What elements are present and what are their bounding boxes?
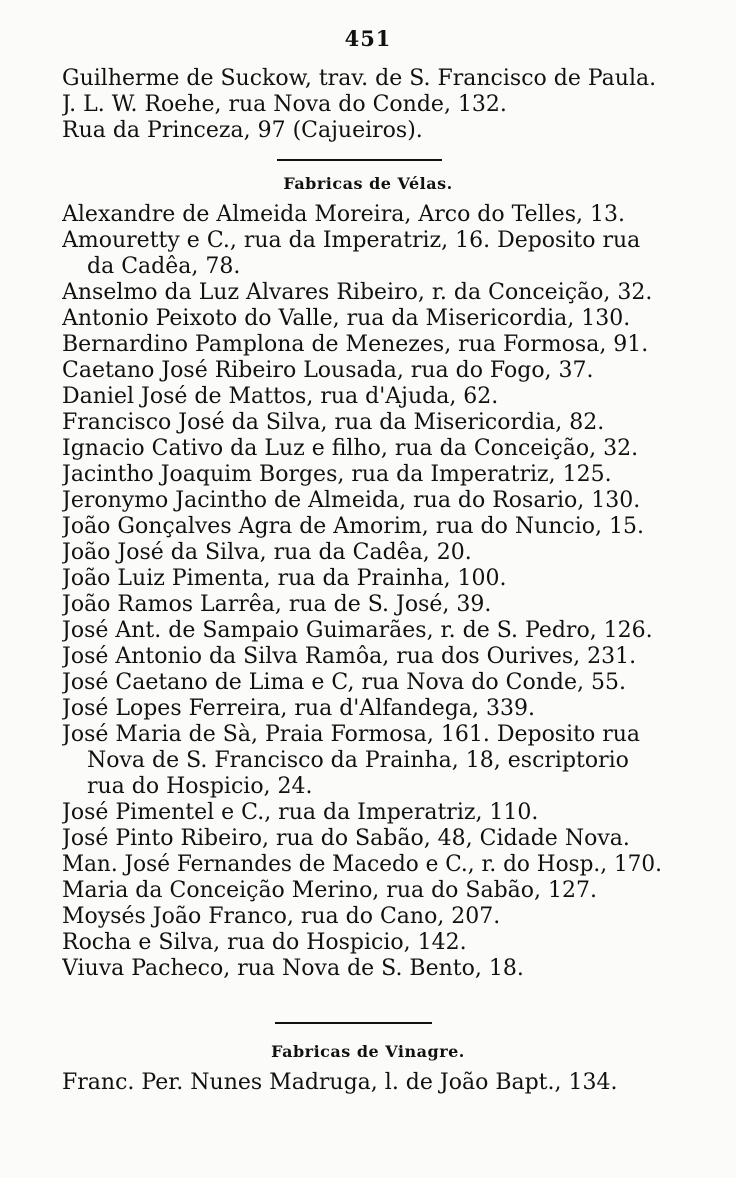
section-title-vinagre: Fabricas de Vinagre. (271, 1042, 465, 1061)
list-item: José Antonio da Silva Ramôa, rua dos Ourives, 231. (62, 644, 637, 669)
list-item: Daniel José de Mattos, rua d'Ajuda, 62. (62, 384, 499, 409)
section-divider (275, 1022, 432, 1024)
list-item: J. L. W. Roehe, rua Nova do Conde, 132. (62, 92, 507, 117)
list-item: José Caetano de Lima e C, rua Nova do Conde, 55. (62, 670, 626, 695)
top-entries (62, 66, 662, 144)
list-item: João Luiz Pimenta, rua da Prainha, 100. (62, 566, 507, 591)
list-item: Ignacio Cativo da Luz e filho, rua da Conceição, 32. (62, 436, 639, 461)
list-item: Maria da Conceição Merino, rua do Sabão, 127. (62, 878, 598, 903)
list-item: Rocha e Silva, rua do Hospicio, 142. (62, 930, 467, 955)
list-item: Rua da Princeza, 97 (Cajueiros). (62, 118, 423, 143)
list-item: Alexandre de Almeida Moreira, Arco do Telles, 13. (62, 202, 625, 227)
list-item: José Pinto Ribeiro, rua do Sabão, 48, Cidade Nova. (62, 826, 630, 851)
list-item: Anselmo da Luz Alvares Ribeiro, r. da Conceição, 32. (62, 280, 653, 305)
list-item: Guilherme de Suckow, trav. de S. Francisco de Paula. (62, 66, 657, 91)
list-item: Jacintho Joaquim Borges, rua da Imperatriz, 125. (62, 462, 612, 487)
list-item: Jeronymo Jacintho de Almeida, rua do Rosario, 130. (62, 488, 641, 513)
list-item: João Ramos Larrêa, rua de S. José, 39. (62, 592, 492, 617)
list-item: Man. José Fernandes de Macedo e C., r. do Hosp., 170. (62, 852, 662, 877)
list-item: Antonio Peixoto do Valle, rua da Misericordia, 130. (62, 306, 631, 331)
list-item: Francisco José da Silva, rua da Misericordia, 82. (62, 410, 605, 435)
list-item: José Pimentel e C., rua da Imperatriz, 110. (62, 800, 539, 825)
list-item: José Maria de Sà, Praia Formosa, 161. Deposito rua Nova de S. Francisco da Prainha, 18, escriptorio rua do Hospicio, 24. (62, 722, 641, 799)
section-title-velas: Fabricas de Vélas. (283, 174, 453, 193)
list-item: Bernardino Pamplona de Menezes, rua Formosa, 91. (62, 332, 649, 357)
list-item: Amouretty e C., rua da Imperatriz, 16. Deposito rua da Cadêa, 78. (62, 228, 641, 279)
velas-entries (62, 202, 662, 982)
list-item: Viuva Pacheco, rua Nova de S. Bento, 18. (62, 956, 524, 981)
list-item: Franc. Per. Nunes Madruga, l. de João Bapt., 134. (62, 1070, 618, 1095)
section-divider (277, 159, 442, 161)
list-item: João Gonçalves Agra de Amorim, rua do Nuncio, 15. (62, 514, 644, 539)
list-item: Caetano José Ribeiro Lousada, rua do Fogo, 37. (62, 358, 594, 383)
list-item: João José da Silva, rua da Cadêa, 20. (62, 540, 472, 565)
list-item: Moysés João Franco, rua do Cano, 207. (62, 904, 501, 929)
page-number: 451 (344, 26, 392, 51)
list-item: José Ant. de Sampaio Guimarães, r. de S. Pedro, 126. (62, 618, 653, 643)
list-item: José Lopes Ferreira, rua d'Alfandega, 339. (62, 696, 535, 721)
vinagre-entries (62, 1070, 662, 1096)
